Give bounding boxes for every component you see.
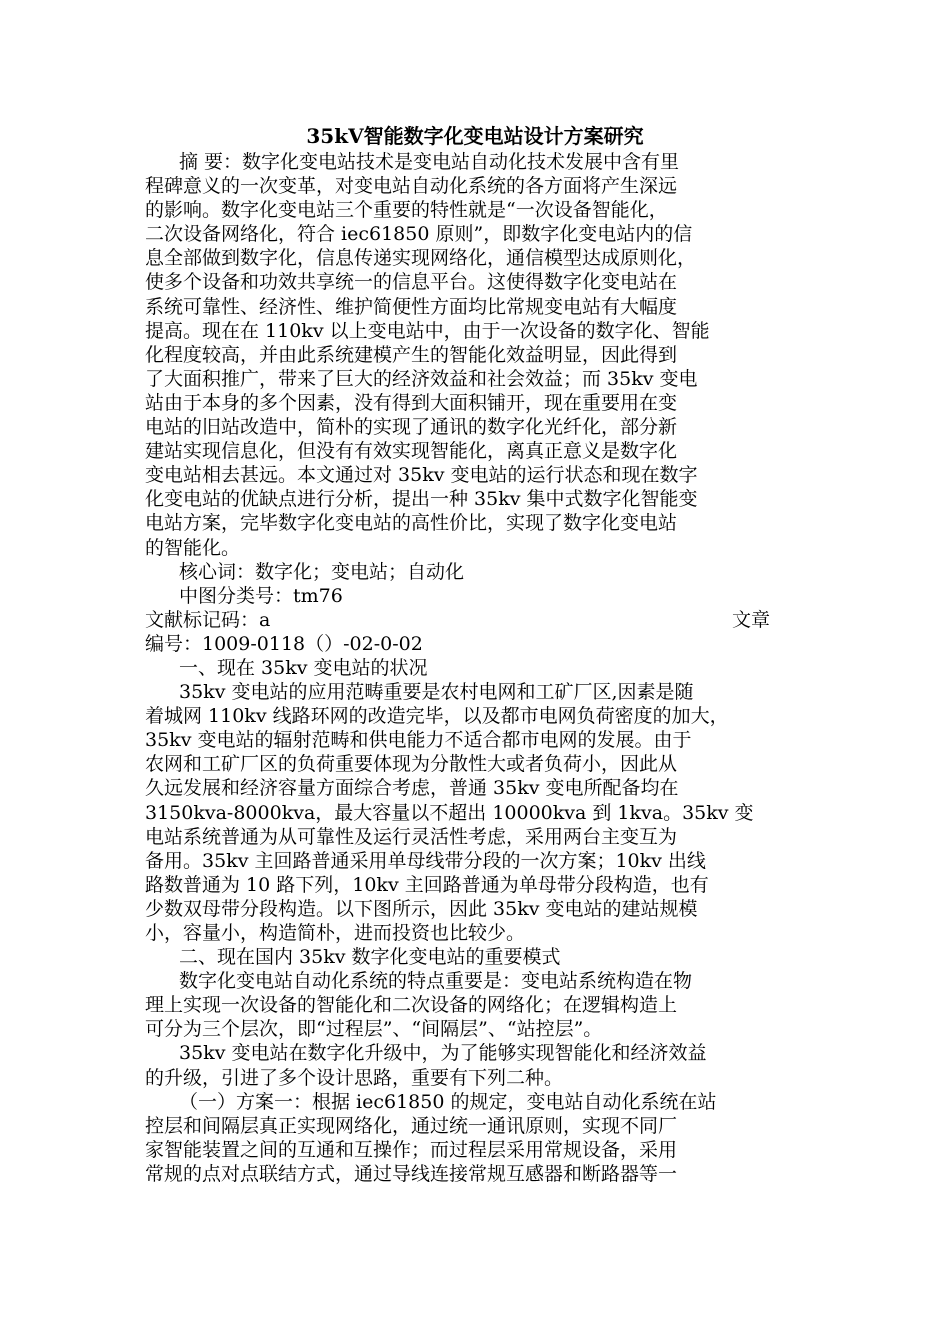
paragraph-line: 3150kva-8000kva，最大容量以不超出 10000kva 到 1kva。35kv 变 <box>145 801 754 824</box>
paragraph-line: 备用。35kv 主回路普通采用单母线带分段的一次方案；10kv 出线 <box>145 849 706 872</box>
doc-code-line <box>145 608 770 632</box>
paragraph-line: 农网和工矿厂区的负荷重要体现为分散性大或者负荷小，因此从 <box>145 753 678 776</box>
paragraph-line: 路数普通为 10 路下列，10kv 主回路普通为单母带分段构造，也有 <box>145 873 709 896</box>
subsection-line: （一）方案一：根据 iec61850 的规定，变电站自动化系统在站 <box>179 1090 717 1113</box>
abstract-line: 息全部做到数字化，信息传递实现网络化，通信模型达成原则化， <box>145 247 697 270</box>
abstract-line: 的智能化。 <box>145 536 241 559</box>
paragraph-line: 着城网 110kv 线路环网的改造完毕，以及都市电网负荷密度的加大， <box>145 705 729 728</box>
paragraph-line: 电站系统普通为从可靠性及运行灵活性考虑，采用两台主变互为 <box>145 825 678 848</box>
abstract-line: 化变电站的优缺点进行分析，提出一种 35kv 集中式数字化智能变 <box>145 488 698 511</box>
abstract-line: 二次设备网络化，符合 iec61850 原则”，即数字化变电站内的信 <box>145 223 693 246</box>
document-body <box>145 150 805 1186</box>
paragraph-line: 少数双母带分段构造。以下图所示，因此 35kv 变电站的建站规模 <box>145 897 698 920</box>
paragraph-line: 的升级，引进了多个设计思路，重要有下列二种。 <box>145 1066 564 1089</box>
paragraph-line: 35kv 变电站在数字化升级中，为了能够实现智能化和经济效益 <box>179 1042 707 1065</box>
paragraph-line: 理上实现一次设备的智能化和二次设备的网络化；在逻辑构造上 <box>145 994 678 1017</box>
article-number-line: 编号：1009-0118（）-02-0-02 <box>145 632 423 655</box>
paragraph-line: 数字化变电站自动化系统的特点重要是：变电站系统构造在物 <box>179 970 693 993</box>
paragraph-line: 久远发展和经济容量方面综合考虑，普通 35kv 变电所配备均在 <box>145 777 679 800</box>
abstract-line: 使多个设备和功效共享统一的信息平台。这使得数字化变电站在 <box>145 271 678 294</box>
article-label: 文章 <box>731 608 770 631</box>
abstract-line: 摘 要：数字化变电站技术是变电站自动化技术发展中含有里 <box>179 151 680 173</box>
abstract-line: 建站实现信息化，但没有有效实现智能化，离真正意义是数字化 <box>145 440 678 463</box>
abstract-line: 电站的旧站改造中，简朴的实现了通讯的数字化光纤化，部分新 <box>145 416 678 439</box>
classification-line: 中图分类号：tm76 <box>179 584 343 607</box>
paragraph-line: 35kv 变电站的应用范畴重要是农村电网和工矿厂区,因素是随 <box>179 681 694 704</box>
paragraph-line: 常规的点对点联结方式，通过导线连接常规互感器和断路器等一 <box>145 1162 678 1185</box>
abstract-line: 提高。现在在 110kv 以上变电站中，由于一次设备的数字化、智能 <box>145 319 710 342</box>
document-title: 35kV智能数字化变电站设计方案研究 <box>306 124 644 148</box>
section-heading-2: 二、现在国内 35kv 数字化变电站的重要模式 <box>179 946 561 969</box>
keywords-line: 核心词：数字化；变电站；自动化 <box>179 560 465 583</box>
abstract-line: 了大面积推广，带来了巨大的经济效益和社会效益；而 35kv 变电 <box>145 367 698 390</box>
abstract-line: 站由于本身的多个因素，没有得到大面积铺开，现在重要用在变 <box>145 391 678 414</box>
doc-code-label: 文献标记码：a <box>145 608 271 631</box>
abstract-line: 化程度较高，并由此系统建模产生的智能化效益明显，因此得到 <box>145 343 678 366</box>
paragraph-line: 小，容量小，构造简朴，进而投资也比较少。 <box>145 922 526 944</box>
paragraph-line: 家智能装置之间的互通和互操作；而过程层采用常规设备，采用 <box>145 1138 678 1161</box>
abstract-line: 系统可靠性、经济性、维护简便性方面均比常规变电站有大幅度 <box>145 295 678 318</box>
paragraph-line: 35kv 变电站的辐射范畴和供电能力不适合都市电网的发展。由于 <box>145 729 692 752</box>
paragraph-line: 控层和间隔层真正实现网络化，通过统一通讯原则，实现不同厂 <box>145 1114 678 1137</box>
abstract-line: 变电站相去甚远。本文通过对 35kv 变电站的运行状态和现在数字 <box>145 464 698 487</box>
section-heading-1: 一、现在 35kv 变电站的状况 <box>179 656 428 679</box>
abstract-line: 的影响。数字化变电站三个重要的特性就是“一次设备智能化， <box>145 199 668 222</box>
abstract-line: 程碑意义的一次变革，对变电站自动化系统的各方面将产生深远 <box>145 175 678 198</box>
paragraph-line: 可分为三个层次，即“过程层”、“间隔层”、“站控层”。 <box>145 1018 603 1041</box>
abstract-line: 电站方案，完毕数字化变电站的高性价比，实现了数字化变电站 <box>145 512 678 535</box>
